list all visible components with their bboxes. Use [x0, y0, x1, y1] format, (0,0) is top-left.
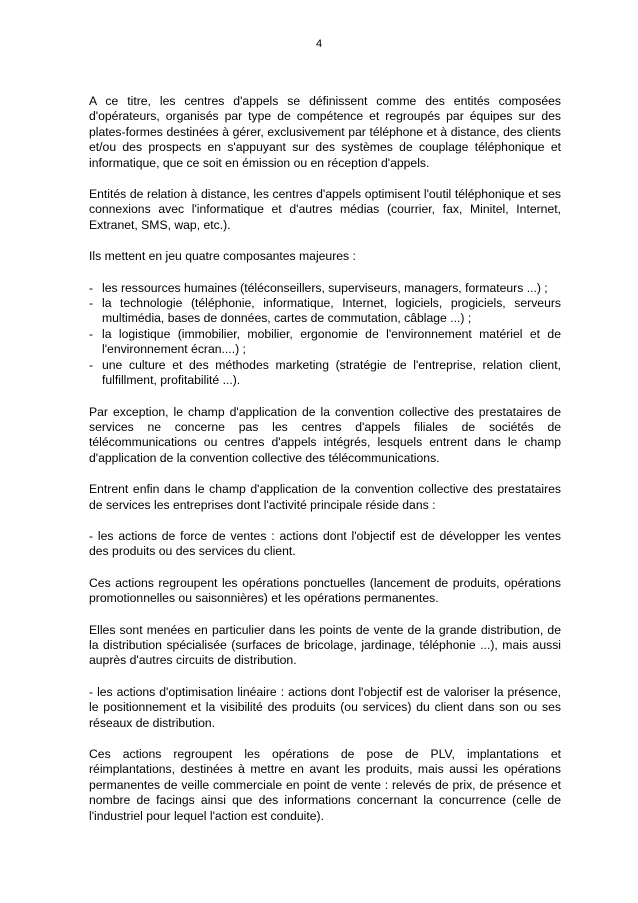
list-bullet: - — [89, 326, 94, 341]
paragraph-definition: A ce titre, les centres d'appels se définissent comme des entités composées d'opérateurs, organisés par type de compétence et regroupés par équipes sur des plates-formes destinées à gérer, exclusivement par téléphone et à distance, des clients et/ou des prospects en s'appuyant sur des systèmes de couplage téléphonique et informatique, que ce soit en émission ou en réception d'appels. — [89, 94, 561, 170]
paragraph-scope: Entrent enfin dans le champ d'application de la convention collective des prestataires de services les entreprises dont l'activité principale réside dans : — [89, 482, 561, 512]
list-bullet: - — [89, 296, 94, 311]
list-bullet: - — [89, 357, 94, 372]
list-item — [89, 327, 561, 358]
paragraph-exception: Par exception, le champ d'application de la convention collective des prestataires de services ne concerne pas les centres d'appels filiales de sociétés de télécommunications ou centres d'appels intégrés, lesquels entrent dans le champ d'application de la convention collective des télécommunications. — [89, 404, 561, 465]
list-item — [89, 281, 561, 296]
components-list — [89, 281, 561, 389]
list-item — [89, 296, 561, 327]
document-body — [89, 94, 561, 840]
list-item-text: la technologie (téléphonie, informatique, Internet, logiciels, progiciels, serveurs multimédia, bases de données, cartes de commutation, câblage ...) ; — [102, 296, 561, 326]
list-item-text: la logistique (immobilier, mobilier, ergonomie de l'environnement matériel et de l'environnement écran....) ; — [102, 326, 561, 357]
paragraph-linear-optimisation: - les actions d'optimisation linéaire : actions dont l'objectif est de valoriser la présence, le positionnement et la visibilité des produits (ou services) du client dans son ou ses réseaux de distribution. — [89, 684, 561, 730]
paragraph-plv-operations: Ces actions regroupent les opérations de pose de PLV, implantations et réimplantations, destinées à mettre en avant les produits, mais aussi les opérations permanentes de veille commerciale en point de vente : relevés de prix, de présence et nombre de facings ainsi que des informations concernant la concurrence (celle de l'industriel pour lequel l'action est conduite). — [89, 747, 561, 823]
list-item — [89, 358, 561, 389]
paragraph-sales-force: - les actions de force de ventes : actions dont l'objectif est de développer les ventes des produits ou des services du client. — [89, 528, 561, 559]
paragraph-components-intro: Ils mettent en jeu quatre composantes majeures : — [89, 249, 356, 264]
paragraph-remote-relation: Entités de relation à distance, les centres d'appels optimisent l'outil téléphonique et ses connexions avec l'informatique et d'autres médias (courrier, fax, Minitel, Internet, Extranet, SMS, wap, etc.). — [89, 187, 561, 232]
list-item-text: les ressources humaines (téléconseillers, superviseurs, managers, formateurs ...) ; — [102, 280, 548, 295]
list-item-text: une culture et des méthodes marketing (stratégie de l'entreprise, relation client, fulfillment, profitabilité ...). — [102, 357, 561, 388]
list-bullet: - — [89, 280, 94, 295]
page-number: 4 — [315, 38, 323, 50]
paragraph-distribution: Elles sont menées en particulier dans les points de vente de la grande distribution, de la distribution spécialisée (surfaces de bricolage, jardinage, téléphonie ...), mais aussi auprès d'autres circuits de distribution. — [89, 622, 561, 668]
paragraph-sales-operations: Ces actions regroupent les opérations ponctuelles (lancement de produits, opérations promotionnelles ou saisonnières) et les opérations permanentes. — [89, 575, 561, 606]
